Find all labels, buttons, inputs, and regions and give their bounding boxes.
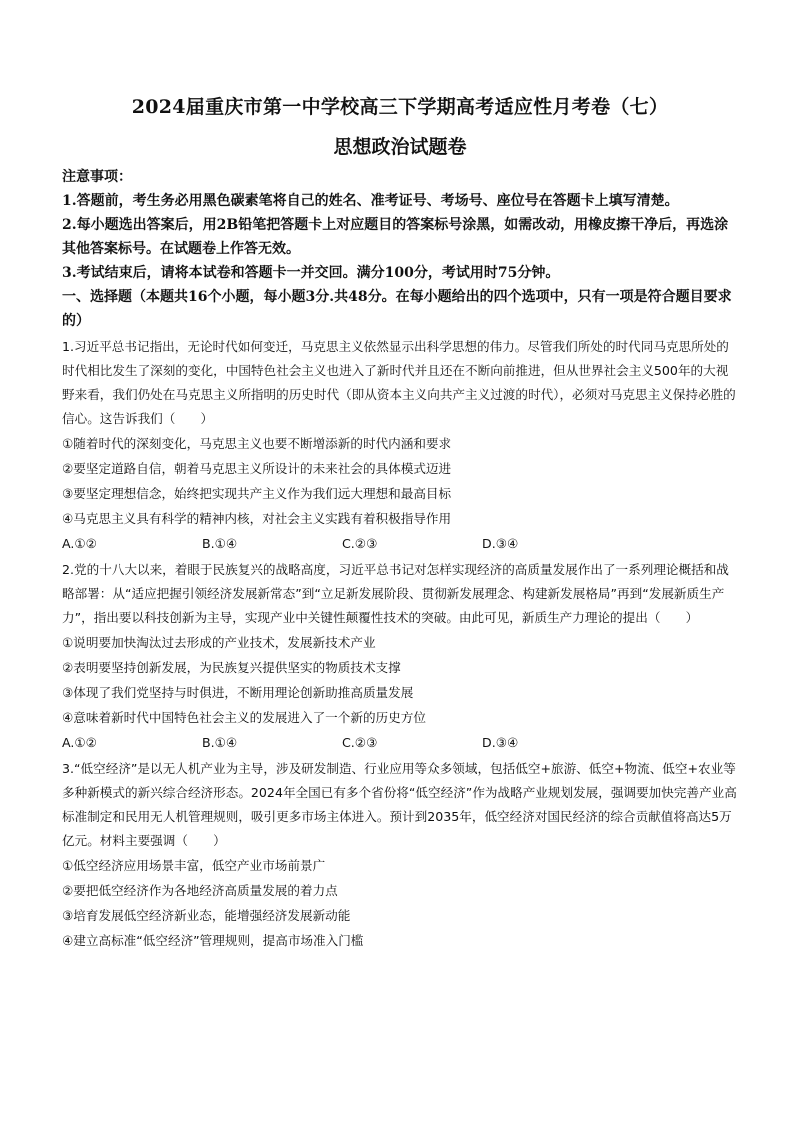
choice-b: B.①④ (202, 735, 238, 750)
answer-choices (62, 531, 738, 556)
choice-c: C.②③ (342, 735, 378, 750)
statement: ④建立高标准“低空经济”管理规则，提高市场准入门槛 (62, 933, 364, 948)
choice-a: A.①② (62, 536, 97, 551)
exam-page (62, 95, 738, 953)
notice-item: 2.每小题选出答案后，用2B铅笔把答题卡上对应题目的答案标号涂黑，如需改动，用橡皮擦干净后，再选涂其他答案标号。在试题卷上作答无效。 (62, 217, 729, 257)
question-stem: 1.习近平总书记指出，无论时代如何变迁，马克思主义依然显示出科学思想的伟力。尽管我们所处的时代同马克思所处的时代相比发生了深刻的变化，中国特色社会主义也进入了新时代并且还在不断向前推进，但从世界社会主义500年的大视野来看，我们仍处在马克思主义所指明的历史时代（即从资本主义向共产主义过渡的时代），必须对马克思主义保持必胜的信心。这告诉我们（ ） (62, 339, 736, 426)
statement: ①说明要加快淘汰过去形成的产业技术，发展新技术产业 (62, 635, 376, 650)
answer-choices (62, 730, 738, 755)
statement: ④马克思主义具有科学的精神内核，对社会主义实践有着积极指导作用 (62, 511, 452, 526)
exam-title: 2024届重庆市第一中学校高三下学期高考适应性月考卷（七） (131, 96, 669, 118)
choice-b: B.①④ (202, 536, 238, 551)
choice-a: A.①② (62, 735, 97, 750)
section-heading: 一、选择题（本题共16个小题，每小题3分.共48分。在每小题给出的四个选项中，只有一项是符合题目要求的） (62, 289, 732, 329)
choice-d: D.③④ (482, 735, 519, 750)
question-1 (62, 335, 738, 556)
question-2 (62, 558, 738, 755)
choice-c: C.②③ (342, 536, 378, 551)
statement: ①随着时代的深刻变化，马克思主义也要不断增添新的时代内涵和要求 (62, 436, 452, 451)
notice-item: 1.答题前，考生务必用黑色碳素笔将自己的姓名、准考证号、考场号、座位号在答题卡上填写清楚。 (62, 193, 679, 209)
question-3 (62, 757, 738, 953)
statement: ②要把低空经济作为各地经济高质量发展的着力点 (62, 883, 338, 898)
statement: ③培育发展低空经济新业态，能增强经济发展新动能 (62, 908, 351, 923)
statement: ③体现了我们党坚持与时俱进，不断用理论创新助推高质量发展 (62, 685, 414, 700)
notice-block (62, 165, 738, 285)
statement: ③要坚定理想信念，始终把实现共产主义作为我们远大理想和最高目标 (62, 486, 452, 501)
statement: ②表明要坚持创新发展，为民族复兴提供坚实的物质技术支撑 (62, 660, 401, 675)
notice-heading: 注意事项： (62, 169, 132, 185)
question-stem: 3.“低空经济”是以无人机产业为主导，涉及研发制造、行业应用等众多领域，包括低空+旅游、低空+物流、低空+农业等多种新模式的新兴综合经济形态。2024年全国已有多个省份将“低空经济”作为战略产业规划发展，强调要加快完善产业高标准制定和民用无人机管理规则，吸引更多市场主体进入。预计到2035年，低空经济对国民经济的综合贡献值将高达5万亿元。材料主要强调（ ） (62, 761, 737, 848)
question-stem: 2.党的十八大以来，着眼于民族复兴的战略高度，习近平总书记对怎样实现经济的高质量发展作出了一系列理论概括和战略部署：从“适应把握引领经济发展新常态”到“立足新发展阶段、贯彻新发展理念、构建新发展格局”再到“发展新质生产力”，指出要以科技创新为主导，实现产业中关键性颠覆性技术的突破。由此可见，新质生产力理论的提出（ ） (62, 562, 729, 625)
choice-d: D.③④ (482, 536, 519, 551)
statement: ④意味着新时代中国特色社会主义的发展进入了一个新的历史方位 (62, 710, 426, 725)
statement: ②要坚定道路自信，朝着马克思主义所设计的未来社会的具体模式迈进 (62, 461, 452, 476)
notice-item: 3.考试结束后，请将本试卷和答题卡一并交回。满分100分，考试用时75分钟。 (62, 265, 560, 281)
exam-subtitle: 思想政治试题卷 (333, 136, 467, 158)
statement: ①低空经济应用场景丰富，低空产业市场前景广 (62, 858, 326, 873)
